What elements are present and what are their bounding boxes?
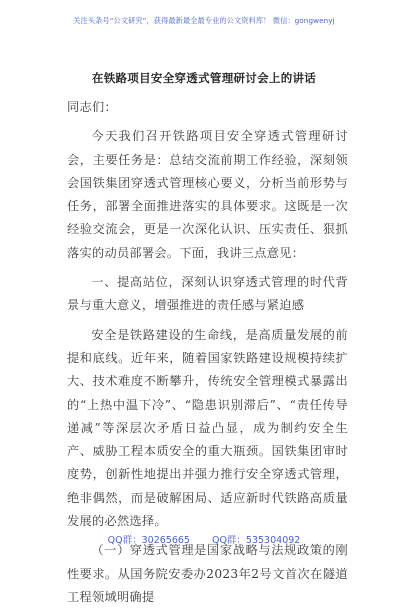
paragraph-safety: 安全是铁路建设的生命线，是高质量发展的前提和底线。近年来，随着国家铁路建设规模持续扩大、技术难度不断攀升，传统安全管理模式暴露出的“上热中温下冷”、“隐患识别滞后”、“责任传导递减”等深层次矛盾日益凸显，成为制约安全生产、威胁工程本质安全的重大瓶颈。国铁集团审时度势，创新性地提出并强力推行安全穿透式管理，绝非偶然，而是破解困局、适应新时代铁路高质量发展的必然选择。	[67, 327, 348, 529]
qq-group-2: QQ群：535304092	[211, 535, 301, 546]
header-notice: 关注头条号“公文研究”，获得最新最全最专业的公文资料库！ 微信：gongwenyj	[73, 16, 335, 25]
footer-contact	[0, 532, 408, 546]
salutation: 同志们：	[67, 100, 117, 114]
subsection-heading-1: （一）穿透式管理是国家战略与法规政策的刚性要求。从国务院安委办2023年2号文首次在隧道工程领域明确提	[67, 543, 348, 604]
section-heading-1: 一、提高站位，深刻认识穿透式管理的时代背景与重大意义，增强推进的责任感与紧迫感	[67, 275, 348, 313]
paragraph-intro: 今天我们召开铁路项目安全穿透式管理研讨会，主要任务是：总结交流前期工作经验，深刻领会国铁集团穿透式管理核心要义，分析当前形势与任务，部署全面推进落实的具体要求。这既是一次经验交流会，更是一次深化认识、压实责任、狠抓落实的动员部署会。下面，我讲三点意见：	[67, 129, 348, 260]
document-title: 在铁路项目安全穿透式管理研讨会上的讲话	[91, 71, 317, 85]
qq-group-1: QQ群：30265665	[107, 535, 190, 546]
